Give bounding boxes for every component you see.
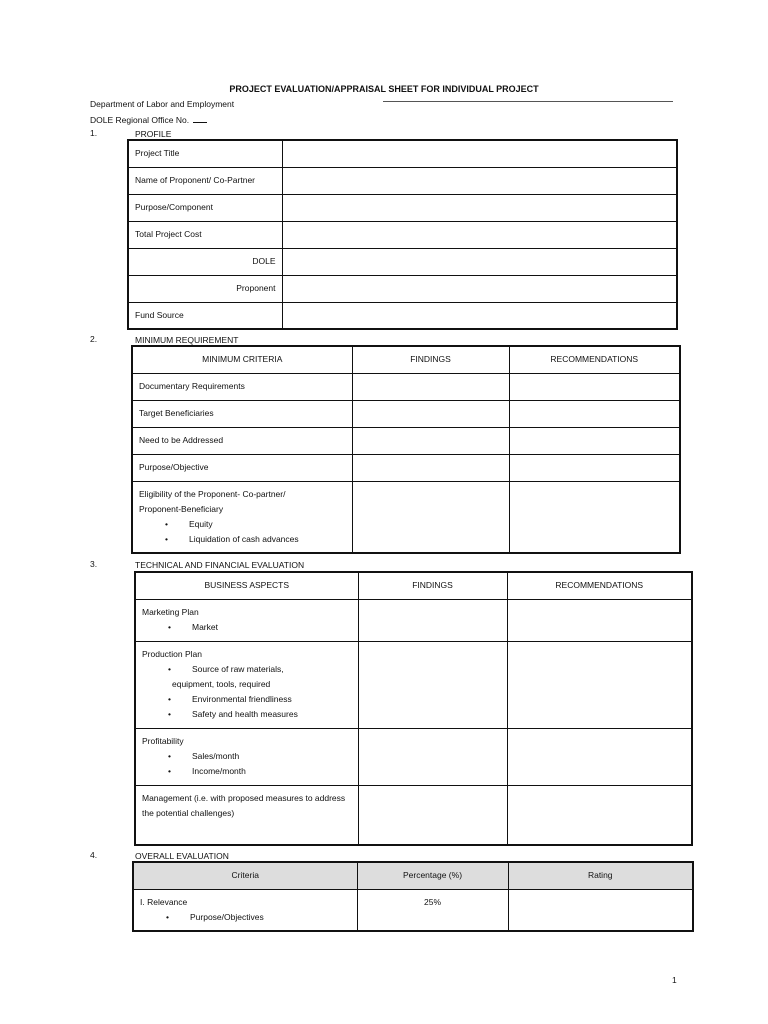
section-2-title: MINIMUM REQUIREMENT (135, 335, 239, 345)
recommendations-cell[interactable] (509, 373, 680, 400)
profile-value-cell[interactable] (282, 275, 677, 302)
profitability-label: Profitability (142, 735, 184, 746)
recommendations-cell[interactable] (507, 599, 692, 641)
bullet-safety: • Safety and health measures (192, 707, 352, 722)
minimum-requirement-table (131, 345, 681, 554)
recommendations-cell[interactable] (509, 427, 680, 454)
aspect-profitability (135, 728, 358, 785)
header-findings: FINDINGS (352, 346, 509, 373)
document-title: PROJECT EVALUATION/APPRAISAL SHEET FOR INDIVIDUAL PROJECT (229, 84, 539, 94)
section-1-title: PROFILE (135, 129, 172, 139)
criteria-target-beneficiaries: Target Beneficiaries (132, 400, 352, 427)
header-percentage: Percentage (%) (357, 862, 508, 889)
relevance-percentage: 25% (357, 889, 508, 931)
section-4-title: OVERALL EVALUATION (135, 851, 229, 861)
profile-value-cell[interactable] (282, 140, 677, 167)
profile-value-cell[interactable] (282, 194, 677, 221)
criteria-need: Need to be Addressed (132, 427, 352, 454)
findings-cell[interactable] (352, 373, 509, 400)
findings-cell[interactable] (352, 454, 509, 481)
header-minimum-criteria: MINIMUM CRITERIA (132, 346, 352, 373)
department-name: Department of Labor and Employment (90, 99, 235, 109)
marketing-bullets (142, 620, 352, 635)
production-bullets (142, 662, 352, 677)
header-criteria: Criteria (133, 862, 357, 889)
profile-value-cell[interactable] (282, 167, 677, 194)
bullet-sales: • Sales/month (192, 749, 352, 764)
management-line-1: Management (i.e. with proposed measures to address (142, 792, 346, 803)
header-rating: Rating (508, 862, 693, 889)
recommendations-cell[interactable] (507, 728, 692, 785)
profile-label-purpose: Purpose/Component (128, 194, 282, 221)
criteria-eligibility (132, 481, 352, 553)
marketing-label: Marketing Plan (142, 606, 199, 617)
criteria-relevance (133, 889, 357, 931)
section-2-number: 2. (90, 334, 98, 344)
eligibility-line-2: Proponent-Beneficiary (139, 503, 224, 514)
eligibility-line-1: Eligibility of the Proponent- Co-partner/ (139, 488, 286, 499)
aspect-marketing-plan (135, 599, 358, 641)
findings-cell[interactable] (358, 641, 507, 728)
recommendations-cell[interactable] (507, 641, 692, 728)
profile-label-proponent: Proponent (128, 275, 282, 302)
profile-value-cell[interactable] (282, 248, 677, 275)
profile-table (127, 139, 678, 330)
bullet-liquidation: • Liquidation of cash advances (189, 532, 346, 547)
criteria-documentary: Documentary Requirements (132, 373, 352, 400)
findings-cell[interactable] (352, 481, 509, 553)
bullet-income: • Income/month (192, 764, 352, 779)
relevance-bullets (140, 910, 351, 925)
profile-value-cell[interactable] (282, 302, 677, 329)
production-label: Production Plan (142, 648, 203, 659)
criteria-purpose: Purpose/Objective (132, 454, 352, 481)
recommendations-cell[interactable] (509, 400, 680, 427)
section-3-title: TECHNICAL AND FINANCIAL EVALUATION (135, 560, 305, 570)
header-rule (383, 101, 673, 102)
profile-label-proponent-name: Name of Proponent/ Co-Partner (128, 167, 282, 194)
profitability-bullets (142, 749, 352, 779)
rating-cell[interactable] (508, 889, 693, 931)
technical-evaluation-table (134, 571, 693, 846)
recommendations-cell[interactable] (509, 481, 680, 553)
recommendations-cell[interactable] (507, 785, 692, 845)
bullet-raw-materials-cont: equipment, tools, required (172, 678, 271, 689)
profile-label-fund-source: Fund Source (128, 302, 282, 329)
findings-cell[interactable] (358, 728, 507, 785)
management-line-2: the potential challenges) (142, 807, 235, 818)
header-findings: FINDINGS (358, 572, 507, 599)
findings-cell[interactable] (352, 427, 509, 454)
section-4-number: 4. (90, 850, 98, 860)
bullet-environmental: • Environmental friendliness (192, 692, 352, 707)
aspect-production-plan (135, 641, 358, 728)
findings-cell[interactable] (358, 785, 507, 845)
production-bullets-2 (142, 692, 352, 722)
overall-evaluation-table (132, 861, 694, 932)
bullet-equity: • Equity (189, 517, 346, 532)
recommendations-cell[interactable] (509, 454, 680, 481)
bullet-purpose-objectives: • Purpose/Objectives (190, 910, 351, 925)
eligibility-bullets (139, 517, 346, 547)
section-1-number: 1. (90, 128, 98, 138)
bullet-market: • Market (192, 620, 352, 635)
page-number: 1 (672, 975, 677, 985)
profile-label-total-cost: Total Project Cost (128, 221, 282, 248)
regional-office (90, 114, 207, 125)
header-recommendations: RECOMMENDATIONS (509, 346, 680, 373)
aspect-management (135, 785, 358, 845)
header-recommendations: RECOMMENDATIONS (507, 572, 692, 599)
regional-office-label: DOLE Regional Office No. (90, 115, 190, 125)
regional-office-blank[interactable] (193, 114, 207, 123)
profile-label-dole: DOLE (128, 248, 282, 275)
findings-cell[interactable] (352, 400, 509, 427)
profile-label-project-title: Project Title (128, 140, 282, 167)
profile-value-cell[interactable] (282, 221, 677, 248)
bullet-raw-materials: • Source of raw materials, (192, 662, 352, 677)
findings-cell[interactable] (358, 599, 507, 641)
section-3-number: 3. (90, 559, 98, 569)
header-business-aspects: BUSINESS ASPECTS (135, 572, 358, 599)
relevance-label: I. Relevance (140, 896, 188, 907)
